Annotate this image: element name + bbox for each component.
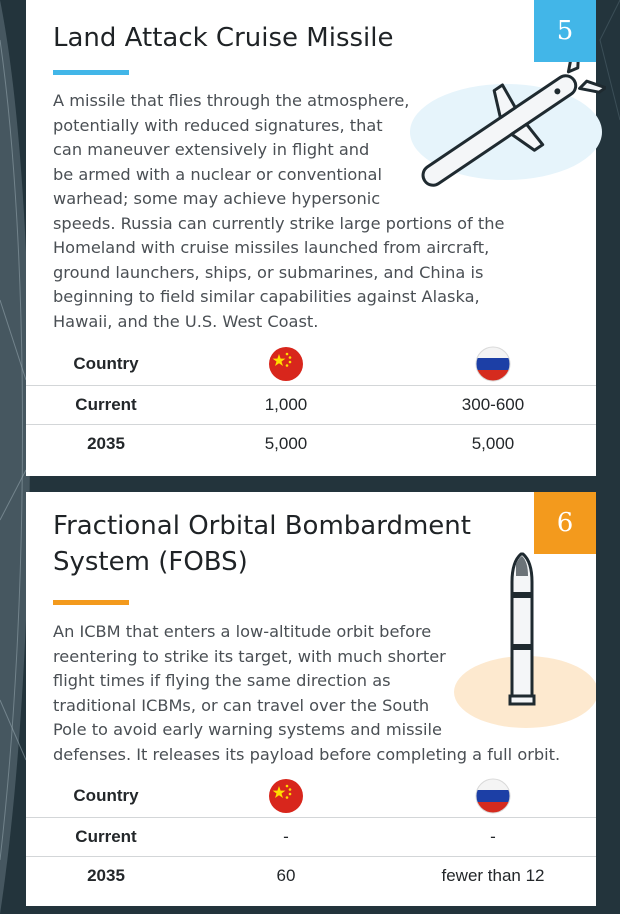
description-line: Pole to avoid early warning systems and missile — [53, 720, 442, 739]
russia-flag-icon — [428, 775, 558, 817]
description-line: warhead; some may achieve hypersonic — [53, 189, 381, 208]
description-line: Hawaii, and the U.S. West Coast. — [53, 311, 319, 331]
row-label: 2035 — [87, 434, 125, 453]
description-line: flight times if flying the same direction as — [53, 671, 391, 690]
inventory-table — [26, 343, 596, 463]
china-value: 60 — [276, 866, 296, 885]
table-header-row — [26, 343, 596, 385]
card-description — [53, 89, 504, 334]
country-header: Country — [73, 354, 139, 373]
row-label: Current — [75, 827, 137, 846]
card-title — [53, 508, 493, 580]
title-underline — [53, 600, 129, 605]
description-line: beginning to field similar capabilities against Alaska, — [53, 287, 480, 306]
row-label: Current — [75, 395, 137, 414]
table-row — [26, 424, 596, 463]
card-number-badge: 5 — [534, 0, 596, 62]
russia-value: fewer than 12 — [441, 866, 545, 885]
description-line: A missile that flies through the atmosphere, — [53, 91, 410, 110]
row-label: 2035 — [87, 866, 125, 885]
card-title-line: Fractional Orbital Bombardment — [53, 511, 471, 541]
description-line: be armed with a nuclear or conventional — [53, 164, 382, 184]
inventory-table — [26, 775, 596, 895]
table-header-row — [26, 775, 596, 817]
table-row — [26, 856, 596, 895]
description-line: Homeland with cruise missiles launched from aircraft, — [53, 238, 490, 257]
russia-value: - — [490, 827, 496, 846]
description-line: traditional ICBMs, or can travel over the South — [53, 695, 430, 715]
weapon-card-cruise-missile — [26, 0, 596, 476]
card-title — [53, 20, 493, 56]
description-line: An ICBM that enters a low-altitude orbit before — [53, 622, 432, 641]
russia-flag-icon — [428, 343, 558, 385]
china-value: 1,000 — [264, 395, 308, 414]
card-description — [53, 620, 560, 767]
card-title-line: Land Attack Cruise Missile — [53, 23, 394, 53]
description-line: defenses. It releases its payload before completing a full orbit. — [53, 744, 561, 764]
description-line: ground launchers, ships, or submarines, and China is — [53, 262, 484, 282]
card-title-line: System (FOBS) — [53, 547, 248, 577]
country-header: Country — [73, 786, 139, 805]
weapon-card-fobs — [26, 492, 596, 906]
china-flag-icon — [236, 343, 336, 385]
table-row — [26, 385, 596, 424]
china-value: 5,000 — [264, 434, 308, 453]
china-flag-icon — [236, 775, 336, 817]
description-line: potentially with reduced signatures, that — [53, 115, 383, 135]
russia-value: 5,000 — [471, 434, 515, 453]
title-underline — [53, 70, 129, 75]
description-line: reentering to strike its target, with much shorter — [53, 646, 446, 666]
card-number-badge: 6 — [534, 492, 596, 554]
russia-value: 300-600 — [461, 395, 525, 414]
china-value: - — [283, 827, 289, 846]
description-line: speeds. Russia can currently strike large portions of the — [53, 213, 505, 233]
table-row — [26, 817, 596, 856]
description-line: can maneuver extensively in flight and — [53, 140, 370, 159]
